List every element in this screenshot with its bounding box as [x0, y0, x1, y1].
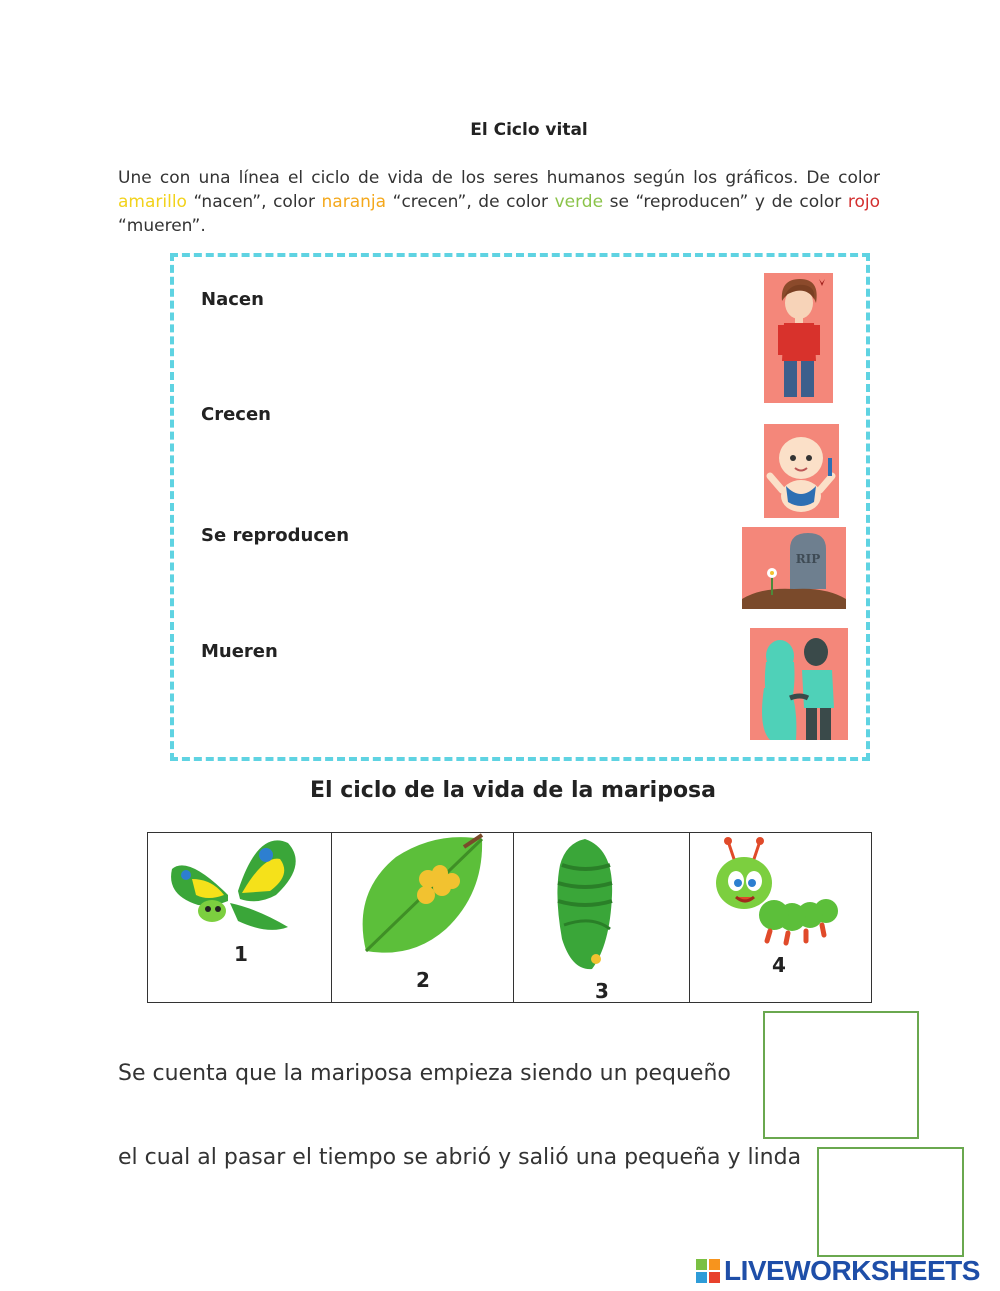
- sentence-2: el cual al pasar el tiempo se abrió y salió una pequeña y linda: [118, 1145, 802, 1170]
- butterfly-section-title: El ciclo de la vida de la mariposa: [309, 778, 716, 803]
- logo-icon: [696, 1259, 720, 1283]
- grave-rip-image[interactable]: [742, 527, 846, 609]
- stage-number-2: 2: [416, 968, 430, 992]
- stage-label-se-reproducen[interactable]: Se reproducen: [201, 525, 350, 546]
- chrysalis-image: [552, 835, 618, 973]
- stage-label-crecen[interactable]: Crecen: [201, 404, 271, 425]
- baby-image[interactable]: [764, 424, 839, 518]
- color-word-red: rojo: [847, 192, 880, 212]
- stage-cell-caterpillar[interactable]: [690, 833, 872, 1003]
- answer-drop-box-1[interactable]: [763, 1011, 919, 1139]
- young-man-image[interactable]: [764, 273, 833, 403]
- leaf-eggs-image: [356, 833, 490, 959]
- color-word-orange: naranja: [321, 192, 387, 212]
- stage-number-3: 3: [595, 979, 609, 1003]
- stage-cell-butterfly[interactable]: [148, 833, 332, 1003]
- stage-number-4: 4: [772, 953, 786, 977]
- instruction-text: Une con una línea el ciclo de vida de los seres humanos según los gráficos. De color amarillo “nacen”, color naranja “crecen”, de color verde se “reproducen” y de color rojo “mueren”.: [118, 168, 880, 236]
- page-title: El Ciclo vital: [470, 120, 588, 140]
- stage-cell-chrysalis[interactable]: [514, 833, 690, 1003]
- answer-drop-box-2[interactable]: [817, 1147, 964, 1257]
- svg-text:RIP: RIP: [795, 552, 821, 566]
- butterfly-stages-table: [147, 832, 872, 1003]
- stage-label-mueren[interactable]: Mueren: [201, 641, 278, 662]
- stage-label-nacen[interactable]: Nacen: [201, 289, 264, 310]
- butterfly-image: [168, 835, 308, 943]
- logo-text: LIVEWORKSHEETS: [724, 1255, 980, 1286]
- caterpillar-image: [714, 835, 844, 947]
- sentence-1: Se cuenta que la mariposa empieza siendo un pequeño: [118, 1061, 731, 1086]
- couple-image[interactable]: [750, 628, 848, 740]
- liveworksheets-logo: [696, 1254, 980, 1288]
- stage-number-1: 1: [234, 942, 248, 966]
- stage-cell-eggs[interactable]: [332, 833, 514, 1003]
- color-word-green: verde: [554, 192, 604, 212]
- color-word-yellow: amarillo: [118, 192, 187, 212]
